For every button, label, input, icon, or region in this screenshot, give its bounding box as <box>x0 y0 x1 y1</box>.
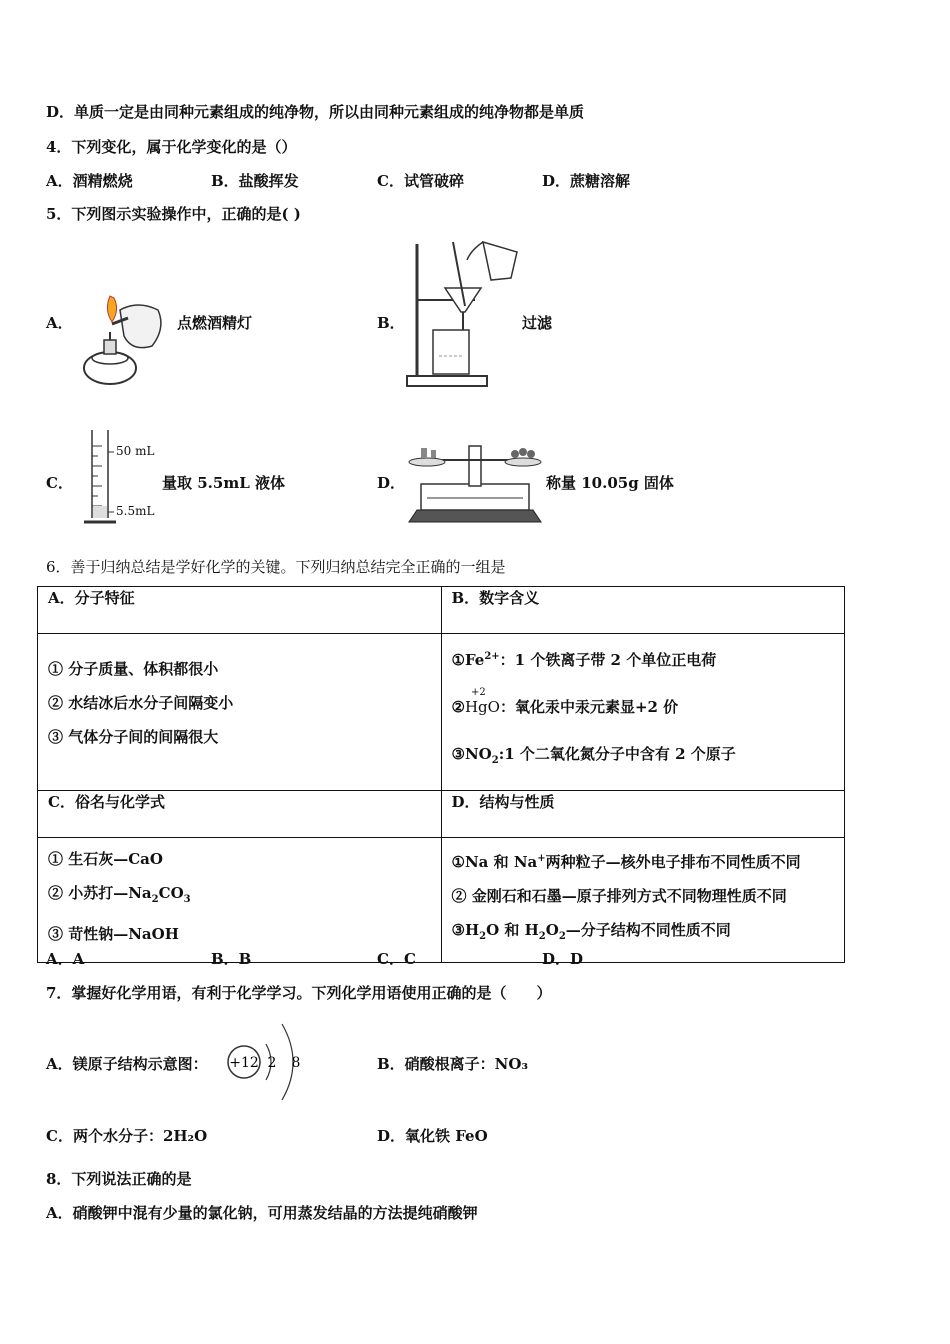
q6-cell-d-body <box>441 838 845 963</box>
q6-option-b[interactable]: B．B <box>211 950 252 968</box>
q6-cell-b-header: B．数字含义 <box>441 587 845 634</box>
q6-b-item-3: $③NO_2:1$ 个二氧化氮分子中含有 2 个原子 <box>451 745 736 766</box>
q5-caption-a: 点燃酒精灯 <box>177 314 253 332</box>
q6-d-item-2: ② 金刚石和石墨—原子排列方式不同物理性质不同 <box>451 887 787 905</box>
q6-d-item-1: ①Na 和 Na+两种粒子—核外电子排布不同性质不同 <box>451 853 801 871</box>
q6-c-item-3: ③ 苛性钠—NaOH <box>48 925 179 943</box>
q6-c-item-2: ② 小苏打$—Na_2CO_3$ <box>48 884 191 905</box>
q7-option-a[interactable]: A．镁原子结构示意图： <box>46 1055 208 1073</box>
q5-option-b-letter[interactable]: B． <box>377 314 405 332</box>
q6-cell-c-body <box>38 838 442 963</box>
q6-cell-b-body <box>441 634 845 791</box>
q6-cell-a-body <box>38 634 442 791</box>
question-5: 5．下列图示实验操作中，正确的是( ) <box>46 205 301 223</box>
q7-option-c[interactable]: C．两个水分子：2H₂O <box>46 1127 208 1145</box>
q5-option-c-letter[interactable]: C． <box>46 474 73 492</box>
q7-option-d[interactable]: D．氧化铁 FeO <box>377 1127 488 1145</box>
q5-caption-c: 量取 5.5mL 液体 <box>162 474 285 492</box>
filtration-apparatus-illustration <box>405 238 530 390</box>
cylinder-top-label: 50 mL <box>116 444 155 458</box>
q5-caption-b: 过滤 <box>522 314 553 332</box>
q6-a-item-2: ② 水结冰后水分子间隔变小 <box>48 694 234 712</box>
q6-summary-table <box>37 586 845 963</box>
shell-1-electrons: 2 <box>267 1055 277 1071</box>
q6-option-c[interactable]: C．C <box>377 950 416 968</box>
q4-option-a[interactable]: A．酒精燃烧 <box>46 172 133 190</box>
q8-option-a[interactable]: A．硝酸钾中混有少量的氯化钠，可用蒸发结晶的方法提纯硝酸钾 <box>46 1204 478 1222</box>
q6-c-item-1: ① 生石灰—CaO <box>48 850 163 868</box>
cylinder-bottom-label: 5.5mL <box>116 504 155 518</box>
q6-a-item-1: ① 分子质量、体积都很小 <box>48 660 219 678</box>
q6-a-item-3: ③ 气体分子间的间隔很大 <box>48 728 219 746</box>
question-8: 8．下列说法正确的是 <box>46 1170 192 1188</box>
q6-option-d[interactable]: D．D <box>542 950 584 968</box>
q6-b-item-1: $①Fe^{2+}$：1 个铁离子带 2 个单位正电荷 <box>451 651 717 669</box>
q4-option-d[interactable]: D．蔗糖溶解 <box>542 172 631 190</box>
shell-2-electrons: 8 <box>291 1055 301 1071</box>
q5-caption-d: 称量 10.05g 固体 <box>546 474 674 492</box>
q6-b-item-2: ② +2 HgO：氧化汞中汞元素显+2 价 <box>452 679 835 735</box>
nucleus-label: +12 <box>229 1055 259 1071</box>
q6-cell-c-header: C．俗名与化学式 <box>38 791 442 838</box>
balance-scale-illustration <box>405 432 545 526</box>
alcohol-lamp-lighting-illustration <box>80 288 175 393</box>
question-6: 6．善于归纳总结是学好化学的关键。下列归纳总结完全正确的一组是 <box>46 558 506 576</box>
q5-option-a-letter[interactable]: A． <box>46 314 73 332</box>
q6-option-a[interactable]: A．A <box>46 950 85 968</box>
question-7: 7．掌握好化学用语，有利于化学学习。下列化学用语使用正确的是（ ） <box>46 984 552 1002</box>
q5-option-d-letter[interactable]: D． <box>377 474 406 492</box>
question-4: 4．下列变化，属于化学变化的是（） <box>46 138 297 156</box>
q4-option-b[interactable]: B．盐酸挥发 <box>211 172 299 190</box>
hgo-formula: +2 HgO <box>464 687 500 716</box>
magnesium-atom-structure-diagram <box>222 1020 312 1104</box>
q4-option-c[interactable]: C．试管破碎 <box>377 172 464 190</box>
q3-option-d: D．单质一定是由同种元素组成的纯净物，所以由同种元素组成的纯净物都是单质 <box>46 103 585 121</box>
q6-cell-a-header: A．分子特征 <box>38 587 442 634</box>
q6-cell-d-header: D．结构与性质 <box>441 791 845 838</box>
q7-option-b[interactable]: B．硝酸根离子：NO₃ <box>377 1055 529 1073</box>
q6-d-item-3: $③H_2O$ 和 $H_2O_2—$分子结构不同性质不同 <box>451 921 731 942</box>
